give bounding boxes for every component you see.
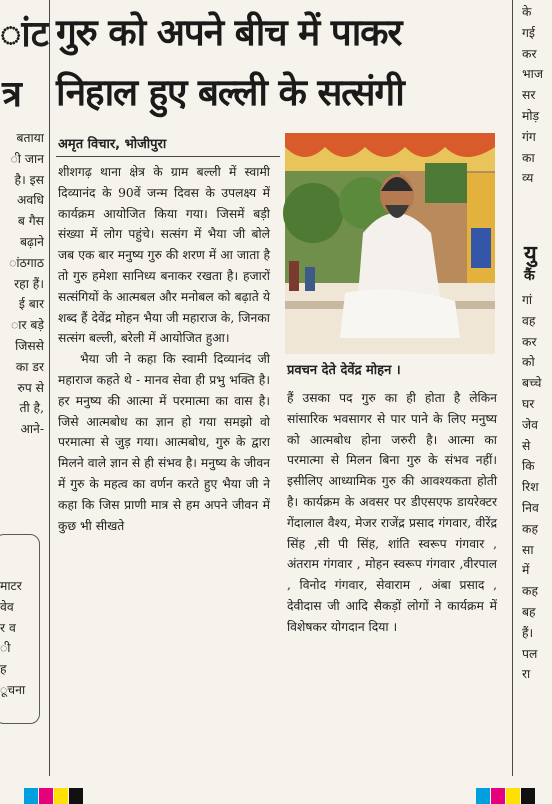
right-neighbor-line: से	[522, 438, 531, 453]
right-neighbor-column-bottom	[522, 290, 552, 685]
left-neighbor-line: अवधि	[17, 193, 44, 208]
color-bar-swatch	[69, 788, 83, 804]
left-neighbor-column	[0, 128, 44, 440]
left-neighbor-line: जिससे	[15, 338, 44, 353]
right-neighbor-line: गां	[522, 293, 533, 307]
left-neighbor-line: ती है,	[19, 401, 44, 416]
right-neighbor-line: बह	[522, 604, 536, 619]
left-neighbor-box-line: र व	[0, 620, 16, 635]
left-neighbor-line: बताया	[16, 131, 44, 145]
left-neighbor-line: ब गैस	[17, 214, 44, 229]
right-neighbor-line: रिश	[522, 480, 539, 495]
right-neighbor-line: घर	[522, 396, 535, 411]
right-neighbor-line: कर	[522, 334, 537, 349]
right-neighbor-line: सा	[522, 542, 534, 557]
color-bar-swatch	[521, 788, 535, 804]
left-neighbor-line: ांठगाठ	[9, 255, 44, 270]
right-neighbor-line: सर	[522, 88, 536, 103]
article-photo	[285, 133, 495, 354]
article-column-2	[287, 388, 497, 776]
left-neighbor-box-line: ह	[0, 662, 7, 677]
left-neighbor-line: का डर	[15, 359, 44, 374]
right-neighbor-line: व्य	[522, 171, 534, 186]
right-neighbor-line: हैं।	[522, 625, 534, 640]
right-neighbor-line: का	[522, 150, 535, 165]
right-neighbor-line: कह	[522, 584, 538, 599]
right-neighbor-line: निव	[522, 500, 539, 515]
left-neighbor-line: बढ़ाने	[20, 234, 44, 249]
headline-line-2: निहाल हुए बल्ली के सत्संगी	[56, 70, 404, 114]
color-bar-swatch	[491, 788, 505, 804]
left-neighbor-box-line: वेव	[0, 599, 14, 614]
right-neighbor-line: गई	[522, 25, 535, 40]
right-neighbor-subheading: कैं	[524, 268, 535, 284]
article-paragraph: हैं उसका पद गुरु का ही होता है लेकिन सांसारिक भवसागर से पार पाने के लिए मनुष्य को आत्मबोध होना जरुरी है। आत्मा का परमात्मा से मिलन बिना गुरु के संभव नहीं। इसीलिए आध्यामिक गुरु की आवश्यकता होती है। कार्यक्रम के अवसर पर डीएसएफ डायरेक्टर गेंदालाल वैश्य, मेजर राजेंद्र प्रसाद गंगवार, वीरेंद्र सिंह ,सी पी सिंह, शांति स्वरूप गंगवार , अंतराम गंगवार , मोहन स्वरूप गंगवार ,वीरपाल , विनोद गंगवार, सेवाराम , अंबा प्रसाद , देवीदास जी आदि सैकड़ों लोगों ने कार्यक्रम में विशेषकर योगदान दिया ।	[287, 391, 497, 634]
left-neighbor-line: रुप से	[17, 380, 44, 395]
color-bar-swatch	[24, 788, 38, 804]
article-column-1	[58, 162, 270, 774]
right-neighbor-line: भाज	[522, 67, 543, 82]
byline: अमृत विचार, भोजीपुरा	[58, 137, 167, 152]
left-neighbor-line: रहा हैं।	[14, 276, 44, 291]
column-rule-right	[512, 0, 513, 776]
left-neighbor-infobox-text	[0, 576, 25, 701]
photo-caption: प्रवचन देते देवेंद्र मोहन ।	[287, 363, 401, 378]
left-neighbor-box-line: माटर	[0, 579, 22, 593]
right-neighbor-line: मोड़	[522, 108, 540, 123]
byline-rule	[56, 156, 280, 157]
right-neighbor-line: जेव	[522, 417, 538, 432]
right-neighbor-line: वह	[522, 313, 536, 328]
right-neighbor-line: रा	[522, 667, 531, 682]
headline-line-1: गुरु को अपने बीच में पाकर	[56, 10, 402, 54]
left-neighbor-line: आने-	[20, 422, 44, 437]
right-neighbor-line: बच्चे	[522, 376, 542, 391]
left-neighbor-headline-2: त्र	[2, 73, 22, 115]
right-neighbor-line: में	[522, 563, 530, 578]
left-neighbor-line: है। इस	[14, 172, 44, 187]
article-paragraph: शीशगढ़ थाना क्षेत्र के ग्राम बल्ली में स्वामी दिव्यानंद के 90वें जन्म दिवस के उपलक्ष्य में कार्यक्रम आयोजित किया गया। जिसमें बड़ी संख्या में लोग पहुंचे। सत्संग में भैया जी बोले जब एक बार मनुष्य गुरु की शरण में आ जाता है तो गुरु हमेशा सानिध्य बनाकर रखता है। हजारों सत्संगियों के आत्मबल और मनोबल को बढ़ाते ये शब्द हैं देवेंद्र मोहन भैया जी महाराज के, जिनका सत्संग बल्ली, बरेली में आयोजित हुआ।	[58, 165, 270, 346]
column-rule-left	[49, 0, 50, 776]
color-bar-swatch	[506, 788, 520, 804]
right-neighbor-line: कह	[522, 521, 538, 536]
left-neighbor-box-line: ी	[0, 641, 11, 656]
color-bar-swatch	[54, 788, 68, 804]
color-bar-swatch	[476, 788, 490, 804]
left-neighbor-line: ार बड़े	[10, 318, 44, 333]
left-neighbor-line: ई बार	[18, 297, 44, 312]
right-neighbor-column-top	[522, 2, 552, 189]
right-neighbor-heading: यु	[524, 241, 537, 267]
color-bar-swatch	[39, 788, 53, 804]
speaker-photo-illustration	[285, 133, 495, 354]
right-neighbor-line: कर	[522, 46, 537, 61]
right-neighbor-line: के	[522, 5, 532, 19]
left-neighbor-box-line: ूचना	[0, 682, 26, 697]
left-neighbor-line: ी जान	[10, 151, 44, 166]
right-neighbor-line: पल	[522, 646, 538, 661]
right-neighbor-line: गंग	[522, 129, 536, 144]
right-neighbor-line: को	[522, 355, 535, 370]
left-neighbor-headline-1: ांट	[0, 13, 49, 55]
article-paragraph: भैया जी ने कहा कि स्वामी दिव्यानंद जी महाराज कहते थे - मानव सेवा ही प्रभु भक्ति है। हर मनुष्य की आत्मा में परमात्मा का वास है। जिसे आत्मबोध का ज्ञान हो गया समझो वो परमात्मा से जुड़ गया। आत्मबोध, गुरु के द्वारा मिलने वाले ज्ञान से ही संभव है। मनुष्य के जीवन में गुरु के महत्व का वर्णन करते हुए भैया जी ने कहा कि जिस प्राणी मात्र से हम अपने जीवन में कुछ भी सीखते	[58, 352, 270, 533]
right-neighbor-line: कि	[522, 459, 535, 474]
